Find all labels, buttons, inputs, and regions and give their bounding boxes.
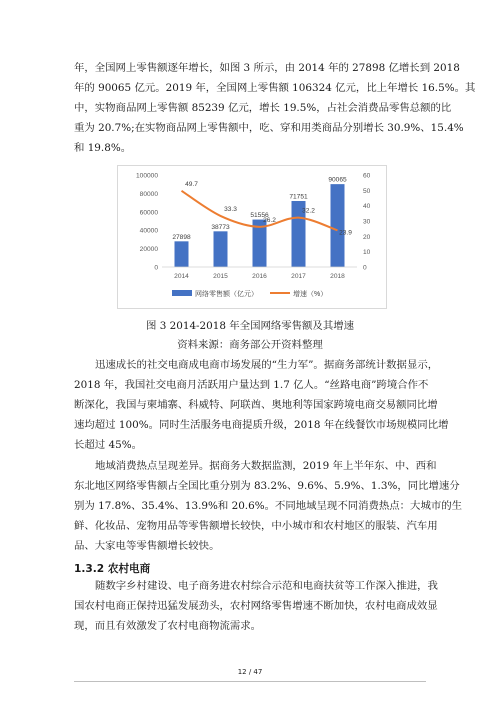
y-tick-label-right: 60 [363, 172, 371, 180]
chart-container [117, 165, 387, 309]
line-data-label: 49.7 [185, 180, 198, 188]
paragraph-line: 地域消费热点呈现差异。据商务大数据监测，2019 年上半年东、中、西和 [95, 460, 437, 472]
figure-caption: 图 3 2014-2018 年全国网络零售额及其增速 [146, 320, 354, 332]
section-number: 1.3.2 [74, 563, 105, 575]
y-tick-label-right: 10 [363, 249, 371, 257]
y-tick-label-left: 40000 [139, 227, 158, 235]
y-tick-label-left: 100000 [135, 172, 158, 180]
paragraph-line: 品、大家电等零售额增长较快。 [74, 540, 220, 552]
online-retail-chart [118, 166, 386, 308]
paragraph-line: 鲜、化妆品、宠物用品等零售额增长较快，中小城市和农村地区的服装、汽车用 [74, 520, 438, 532]
x-tick-label: 2018 [330, 273, 345, 280]
paragraph-line: 重为 20.7%;在实物商品网上零售额中，吃、穿和用类商品分别增长 30.9%、15.4% [74, 122, 464, 134]
paragraph-line: 年的 90065 亿元。2019 年，全国网上零售额 106324 亿元，比上年增长 16.5%。其 [74, 82, 476, 94]
y-tick-label-right: 0 [363, 264, 367, 272]
legend-swatch-bar [172, 290, 192, 296]
paragraph-line: 别为 17.8%、35.4%、13.9%和 20.6%。不同地域呈现不同消费热点：大城市的生 [74, 500, 463, 512]
x-tick-label: 2015 [213, 273, 228, 280]
page-number: 12 / 47 [237, 668, 263, 676]
bar [214, 231, 228, 267]
y-tick-label-left: 20000 [139, 246, 158, 254]
y-tick-label-right: 50 [363, 187, 371, 195]
section-heading [74, 561, 150, 576]
paragraph-line: 国农村电商正保持迅猛发展劲头，农村网络零售增速不断加快，农村电商成效显 [74, 600, 438, 612]
paragraph-line: 中，实物商品网上零售额 85239 亿元，增长 19.5%，占社会消费品零售总额的比 [74, 102, 452, 114]
x-tick-label: 2014 [174, 273, 189, 280]
figure-source: 资料来源：商务部公开资料整理 [177, 339, 323, 351]
line-data-label: 26.2 [263, 216, 276, 224]
paragraph-line: 东北地区网络零售额占全国比重分别为 83.2%、9.6%、5.9%、1.3%，同比增速分 [74, 480, 460, 492]
paragraph-rural-ecommerce [74, 576, 438, 636]
bar [175, 241, 189, 267]
paragraph-line: 断深化，我国与柬埔寨、科威特、阿联酋、奥地利等国家跨境电商交易额同比增 [74, 399, 438, 411]
y-tick-label-right: 30 [363, 218, 371, 226]
paragraph-regional-consumption [74, 456, 463, 556]
line-data-label: 32.2 [302, 207, 315, 215]
section-title: 农村电商 [107, 563, 151, 575]
x-axis-ticks [174, 273, 345, 280]
paragraph-line: 和 19.8%。 [74, 142, 132, 154]
paragraph-line: 长超过 45%。 [74, 439, 142, 451]
x-tick-label: 2017 [291, 273, 306, 280]
paragraph-line: 速均超过 100%。同时生活服务电商提质升级，2018 年在线餐饮市场规模同比增 [74, 419, 449, 431]
x-tick-label: 2016 [252, 273, 267, 280]
y-tick-label-left: 60000 [139, 209, 158, 217]
legend-label-line: 增速（%） [293, 291, 328, 298]
line-data-label: 33.3 [224, 205, 237, 213]
legend-label-bar: 网络零售额（亿元） [195, 291, 258, 298]
paragraph-line: 随数字乡村建设、电子商务进农村综合示范和电商扶贫等工作深入推进，我 [95, 580, 438, 592]
paragraph-line: 年，全国网上零售额逐年增长，如图 3 所示，由 2014 年的 27898 亿增长到 2018 [74, 62, 460, 74]
y-tick-label-right: 20 [363, 233, 371, 241]
bar-series [175, 184, 345, 267]
y-tick-label-right: 40 [363, 203, 371, 211]
line-data-label: 23.9 [339, 229, 352, 237]
bar-data-label: 90065 [328, 176, 347, 184]
bar-data-label: 38773 [211, 223, 230, 231]
paragraph-online-retail [74, 58, 476, 158]
y-tick-label-left: 0 [154, 264, 158, 272]
paragraph-line: 现，而且有效激发了农村电商物流需求。 [74, 620, 262, 632]
bar [331, 184, 345, 267]
left-axis-ticks [136, 173, 158, 272]
paragraph-social-ecommerce [74, 355, 449, 455]
bar-data-label: 27898 [172, 233, 191, 241]
chart-legend [172, 289, 327, 298]
paragraph-line: 迅速成长的社交电商成电商市场发展的“生力军”。据商务部统计数据显示， [95, 359, 439, 371]
right-axis-ticks [363, 173, 371, 272]
footer-divider [74, 681, 426, 682]
paragraph-line: 2018 年，我国社交电商月活跃用户量达到 1.7 亿人。“丝路电商”跨境合作不 [74, 379, 429, 391]
bar-data-label: 71751 [289, 193, 308, 201]
y-tick-label-left: 80000 [139, 190, 158, 198]
line-data-labels [185, 181, 352, 237]
bar-data-label: 51556 [250, 212, 269, 220]
